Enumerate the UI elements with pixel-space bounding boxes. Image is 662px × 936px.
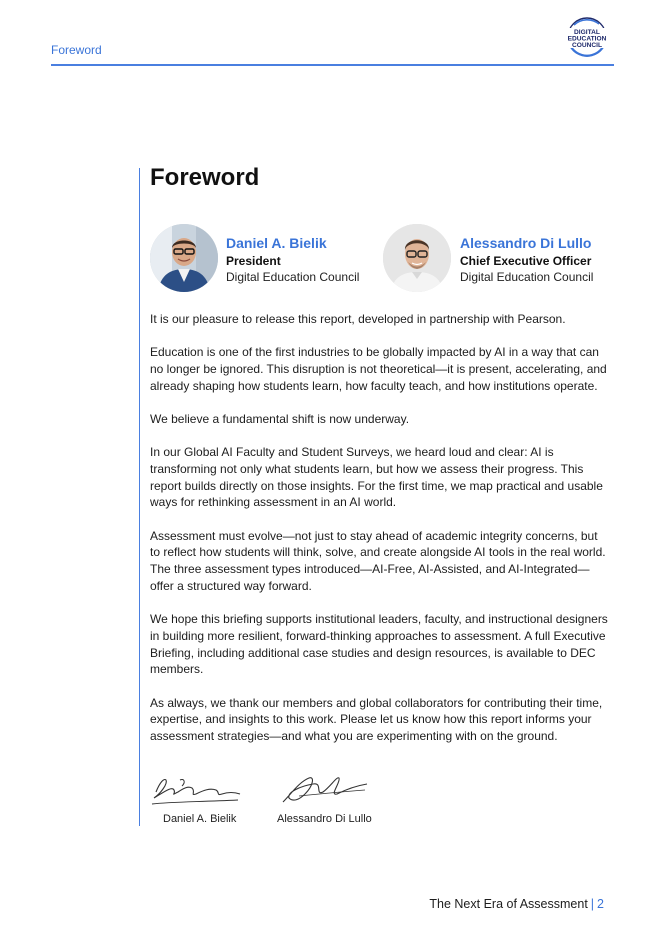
person-name: Daniel A. Bielik xyxy=(226,235,327,251)
person-role: Chief Executive Officer xyxy=(460,254,592,268)
person-name: Alessandro Di Lullo xyxy=(460,235,592,251)
person-role: President xyxy=(226,254,281,268)
paragraph: Education is one of the first industries to be globally impacted by AI in a way that can no longer be ignored. This disruption is not theoretical—it is present, accelerating, and already shaping how students learn, how faculty teach, and how institutions operate. xyxy=(150,345,607,393)
paragraph: In our Global AI Faculty and Student Surveys, we heard loud and clear: AI is transforming not only what students learn, but how we assess their progress. This report builds directly on those insights. For the first time, we map practical and usable ways for rethinking assessment in an AI world. xyxy=(150,445,603,510)
content-left-rule xyxy=(139,168,140,826)
paragraph: We believe a fundamental shift is now underway. xyxy=(150,412,410,426)
signature-name-bielik: Daniel A. Bielik xyxy=(163,813,237,825)
paragraph: Assessment must evolve—not just to stay ahead of academic integrity concerns, but to reflect how students will think, solve, and create alongside AI tools in the real world. The three assessment types introduced—AI-Free, AI-Assisted, and AI-Integrated—offer a structured way forward. xyxy=(150,528,606,593)
avatar-bielik xyxy=(150,224,218,292)
avatar-di-lullo xyxy=(383,224,451,292)
logo-line-1: DIGITAL xyxy=(574,29,600,36)
footer-report-title: The Next Era of Assessment xyxy=(429,897,588,911)
page-title: Foreword xyxy=(150,164,260,191)
header-section-label: Foreword xyxy=(51,43,102,57)
logo-line-2: EDUCATION xyxy=(567,35,607,43)
signature-name-di-lullo: Alessandro Di Lullo xyxy=(277,813,372,825)
page-number: 2 xyxy=(597,897,604,911)
dec-logo xyxy=(563,16,611,58)
signature-bielik xyxy=(150,772,242,808)
paragraph: It is our pleasure to release this report, developed in partnership with Pearson. xyxy=(150,312,566,326)
signature-di-lullo xyxy=(279,772,369,808)
footer-separator: | xyxy=(590,897,595,911)
person-org: Digital Education Council xyxy=(226,270,360,284)
paragraph: As always, we thank our members and global collaborators for contributing their time, expertise, and insights to this work. Please let us know how this report informs your assessment strategies—and what you are experimenting with on the ground. xyxy=(150,695,603,743)
header-divider xyxy=(51,64,614,66)
logo-line-3: COUNCIL xyxy=(571,42,603,49)
paragraph: We hope this briefing supports institutional leaders, faculty, and instructional designers in building more resilient, forward-thinking approaches to assessment. A full Executive Briefing, including additional case studies and design resources, is available to DEC members. xyxy=(150,612,608,677)
person-org: Digital Education Council xyxy=(460,270,594,284)
page-footer xyxy=(429,897,604,911)
foreword-body xyxy=(150,311,610,761)
